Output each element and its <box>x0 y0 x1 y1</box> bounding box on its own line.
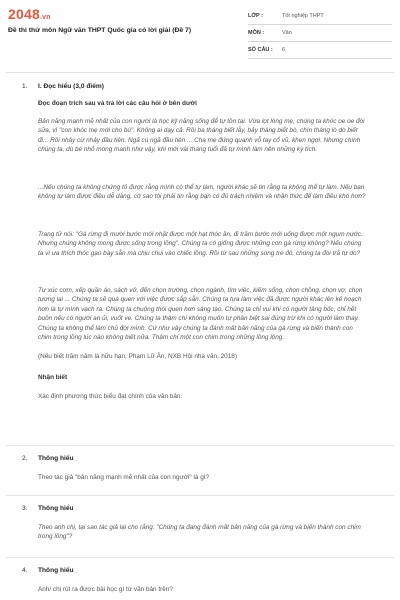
meta-row-class <box>248 8 392 25</box>
passage-paragraph: Tự xúc cơm, xếp quần áo, sách vở, đến chọn trường, chọn ngành, tìm việc, kiếm sống, chọn chồng, chọn vợ, chọn tương lai ... Chúng ta sẽ quá quen với việc được sắp sẵn. Chúng ta tựa làm việc đã được người khác lên kế hoạch hơn là tự mình vạch ra. Chúng ta chuộng thói quen hơn sáng tạo. Chúng ta chỉ vui khi có người tâng bốc, chỉ hết buồn nếu có người an ủi, vuốt ve. Chúng ta thậm chí không muốn tự phân biệt sai đúng trừ khi có người làm thay. Chúng ta không thể làm chủ đời mình. Cứ như vậy chúng ta đánh mất bản năng của gà rừng và biến thành con chim trong lồng lúc nào không biết nữa. Thậm chí một con chim trong những lồng lộng. <box>38 287 363 342</box>
meta-label: SỐ CÂU : <box>248 47 273 53</box>
exam-meta <box>248 8 392 59</box>
meta-row-count <box>248 42 392 59</box>
question-title: Thông hiểu <box>38 567 74 574</box>
passage-source: (Nếu biết trăm năm là hữu hạn, Phạm Lữ Ân, NXB Hội nhà văn, 2018) <box>38 353 237 360</box>
site-logo[interactable] <box>8 6 51 22</box>
question-number: 1. <box>22 83 28 90</box>
meta-value: 6 <box>282 47 286 53</box>
passage-paragraph: ...Nếu chúng ta không chứng tỏ được rằng mình có thể tự làm, người khác sẽ tin rằng ta không thể tự làm. Nếu bạn không tự làm được điều dễ dàng, cớ sao tôi phải tin rằng bạn có đủ trách nhiệm và nhận thức để làm điều khó hơn? <box>38 184 366 201</box>
section-title: I. Đọc hiểu (3,0 điểm) <box>38 83 104 90</box>
question-number: 2. <box>22 455 28 462</box>
question-number: 4. <box>22 567 28 574</box>
meta-value: Tốt nghiệp THPT <box>282 13 324 19</box>
header-divider <box>6 72 394 73</box>
exam-title: Đề thi thử môn Ngữ văn THPT Quốc gia có lời giải (Đề 7) <box>8 27 192 34</box>
passage-paragraph: Bản năng mạnh mẽ nhất của con người là học kỹ năng sống để tự tồn tại. Vừa lọt lòng mẹ, chúng ta khóc oe oe đòi sữa, vì "con khóc mẹ mới cho bú". Không ai dạy cả. Rồi ba tháng biết lẫy, bảy tháng biết bò, chín tháng lò dò biết đi... Rồi nhảy cừ nhảy đầu tiên. Ngã cú ngã đầu tiên ... Cha mẹ đứng quanh vỗ tay cổ vũ, khen ngợi. Nhưng chính chúng ta, dù bé nhỏ mong manh như vậy, khi mới vài tháng tuổi đã tự mình làm nên những kỳ tích. <box>38 118 365 154</box>
sub-question-text: Xác định phương thức biểu đạt chính của văn bản. <box>38 393 183 400</box>
sub-question-title: Nhận biết <box>38 374 68 381</box>
passage-paragraph: Trang tử nói: "Gà rừng đi mười bước mới nhặt được một hạt thóc ăn, đi trăm bước mới uống được một ngụm nước. Nhưng chúng không mong được sống trong lồng". Chúng ta có giống được những con gà rừng không? Nếu chúng ta vì ưa thích thóc gạo bày sẵn mà chịu chui vào chiếc lồng. Rồi từ sau những song tre đó, chúng ta đòi trả tự do? <box>38 231 363 257</box>
question-divider <box>6 495 394 496</box>
header <box>0 0 400 70</box>
question-text: Anh/ chị rút ra được bài học gì từ văn bản trên? <box>38 586 173 593</box>
meta-row-subject <box>248 25 392 42</box>
question-text: Theo anh chị, tại sao tác giả lại cho rằng: "Chúng ta đang đánh mất bản năng của gà rừng và biến thành con chim trong lồng"? <box>38 524 361 541</box>
meta-label: MÔN : <box>248 30 265 36</box>
meta-label: LỚP : <box>248 13 263 19</box>
question-divider <box>6 557 394 558</box>
logo-suffix: .vn <box>39 14 51 21</box>
question-title: Thông hiểu <box>38 455 74 462</box>
logo-main: 2048 <box>8 6 40 22</box>
meta-value: Văn <box>282 30 292 36</box>
question-title: Thông hiểu <box>38 505 74 512</box>
instruction: Đọc đoạn trích sau và trả lời các câu hỏi ở bên dưới <box>38 100 197 107</box>
question-number: 3. <box>22 505 28 512</box>
question-text: Theo tác giả "bản năng mạnh mẽ nhất của con người" là gì? <box>38 474 210 481</box>
question-divider <box>6 445 394 446</box>
